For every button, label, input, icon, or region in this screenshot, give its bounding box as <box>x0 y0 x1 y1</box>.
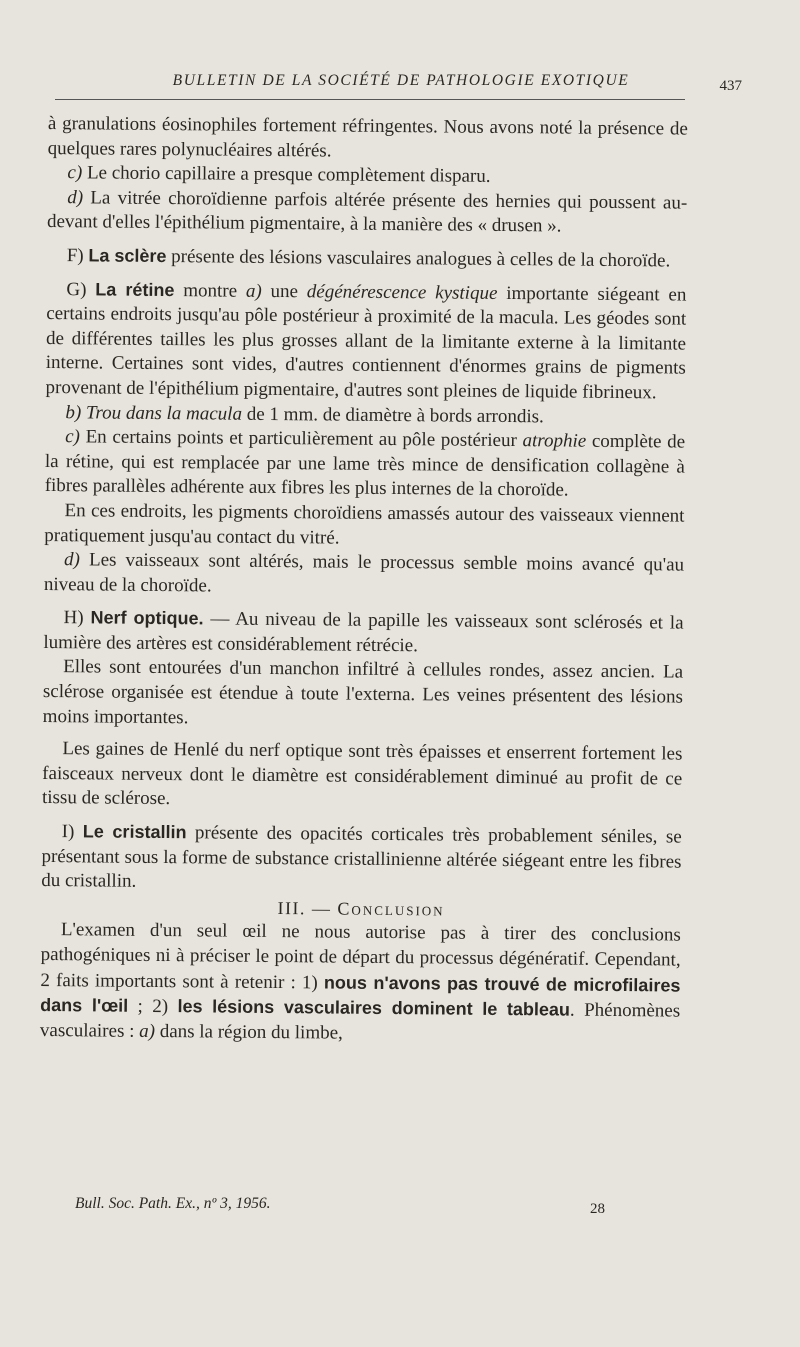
paragraph-text: En certains points et particulièrement au pôle postérieur <box>79 426 523 452</box>
paragraph-text: Les vaisseaux sont altérés, mais le processus semble moins avancé qu'au niveau de la choroïde. <box>43 549 685 597</box>
item-label: H) <box>63 607 91 629</box>
item-label: c) <box>67 162 83 184</box>
paragraph <box>47 186 687 241</box>
paragraph <box>43 655 684 734</box>
paragraph <box>42 737 683 816</box>
paragraph <box>48 112 688 167</box>
item-label: c) <box>65 426 81 448</box>
item-label: a) <box>245 280 262 302</box>
emphasis: dégénérescence kystique <box>306 280 498 304</box>
bold-finding: nous n'avons pas trouvé de microfilaires dans l'œil <box>40 972 681 1016</box>
paragraph <box>41 819 682 899</box>
paragraph-text: La vitrée choroïdienne parfois altérée présente des hernies qui poussent au-devant d'elles l'épithélium pigmentaire, à la manière des « drusen ». <box>46 187 688 237</box>
paragraph-text: de 1 mm. de diamètre à bords arrondis. <box>241 403 544 427</box>
body-text <box>40 112 688 1049</box>
paragraph-text: En ces endroits, les pigments choroïdiens amassés autour des vaisseaux viennent pratiquement jusqu'au contact du vitré. <box>44 500 685 549</box>
paragraph <box>47 243 687 274</box>
subject-heading: Nerf optique. <box>90 607 204 629</box>
section-number: III. — <box>277 897 338 919</box>
paragraph-text: à granulations éosinophiles fortement réfringentes. Nous avons noté la présence de quelques rares polynucléaires altérés. <box>47 112 688 162</box>
item-label: I) <box>61 821 83 843</box>
item-label: d) <box>67 186 84 209</box>
item-label: G) <box>66 278 96 300</box>
item-label: F) <box>66 245 89 267</box>
paragraph-text: ; 2) <box>128 995 178 1018</box>
paragraph <box>40 918 681 1049</box>
paragraph-text: — Au niveau de la papille les vaisseaux sont sclérosés et la lumière des artères est considérablement rétrécie. <box>43 608 684 657</box>
subject-heading: La rétine <box>95 278 175 300</box>
paragraph-text: Le chorio capillaire a presque complètement disparu. <box>82 162 491 188</box>
paragraph-text: présente des lésions vasculaires analogues à celles de la choroïde. <box>166 246 671 272</box>
paragraph-text: Elles sont entourées d'un manchon infiltré à cellules rondes, assez ancien. La sclérose organisée est étendue à toute l'externa. Les veines présentent des lésions moins importantes. <box>42 656 684 728</box>
page-number: 437 <box>719 78 742 94</box>
page-footer <box>75 1195 635 1217</box>
header-rule <box>55 99 685 100</box>
running-title: BULLETIN DE LA SOCIÉTÉ DE PATHOLOGIE EXOTIQUE <box>172 72 630 89</box>
page-header <box>55 68 750 108</box>
item-label: b) <box>65 401 82 423</box>
emphasis: Trou dans la macula <box>81 401 243 425</box>
subject-heading: La sclère <box>88 245 167 267</box>
paragraph <box>45 277 686 407</box>
paragraph-text: L'examen d'un seul œil ne nous autorise pas à tirer des conclusions pathogéniques ni à préciser le point de départ du processus dégénératif. Cependant, 2 faits importants sont à retenir : 1) <box>40 919 681 994</box>
citation: Bull. Soc. Path. Ex., nº 3, 1956. <box>75 1195 271 1212</box>
bold-finding: les lésions vasculaires dominent le tableau <box>177 996 571 1020</box>
paragraph-text: . Phénomènes vasculaires : <box>39 999 681 1042</box>
paragraph <box>45 425 686 504</box>
signature-mark: 28 <box>590 1201 605 1217</box>
emphasis: atrophie <box>522 430 587 452</box>
item-label: a) <box>139 1020 156 1042</box>
paragraph-text: présente des opacités corticales très probablement séniles, se présentant sous la forme de substance cristallinienne altérée siégeant entre les fibres du cristallin. <box>41 822 682 893</box>
subject-heading: Le cristallin <box>82 821 187 843</box>
paragraph-text: dans la région du limbe, <box>154 1020 343 1044</box>
paragraph-text: Les gaines de Henlé du nerf optique sont très épaisses et enserrent fortement les faisceaux nerveux dont le diamètre est considérablement diminué au profit de ce tissu de sclérose. <box>41 738 683 810</box>
paragraph <box>43 605 683 661</box>
section-title: Conclusion <box>337 898 445 920</box>
paragraph-text: importante siégeant en certains endroits jusqu'au pôle postérieur à proximité de la macula. Les géodes sont de différentes tailles les plus grosses allant de la limitante externe à la limitante interne. Certaines sont vides, d'autres contiennent d'énormes grains de pigments provenant de l'épithélium pigmentaire, d'autres sont pleines de liquide fibrineux. <box>45 282 687 404</box>
paragraph-text: une <box>261 280 307 302</box>
item-label: d) <box>64 549 81 571</box>
paragraph-text: complète de la rétine, qui est remplacée par une lame très mince de densification collagène à fibres parallèles adhérente aux fibres les plus internes de la choroïde. <box>44 430 686 501</box>
paragraph <box>44 548 684 603</box>
paragraph <box>44 499 684 554</box>
paragraph-text: montre <box>174 279 246 302</box>
